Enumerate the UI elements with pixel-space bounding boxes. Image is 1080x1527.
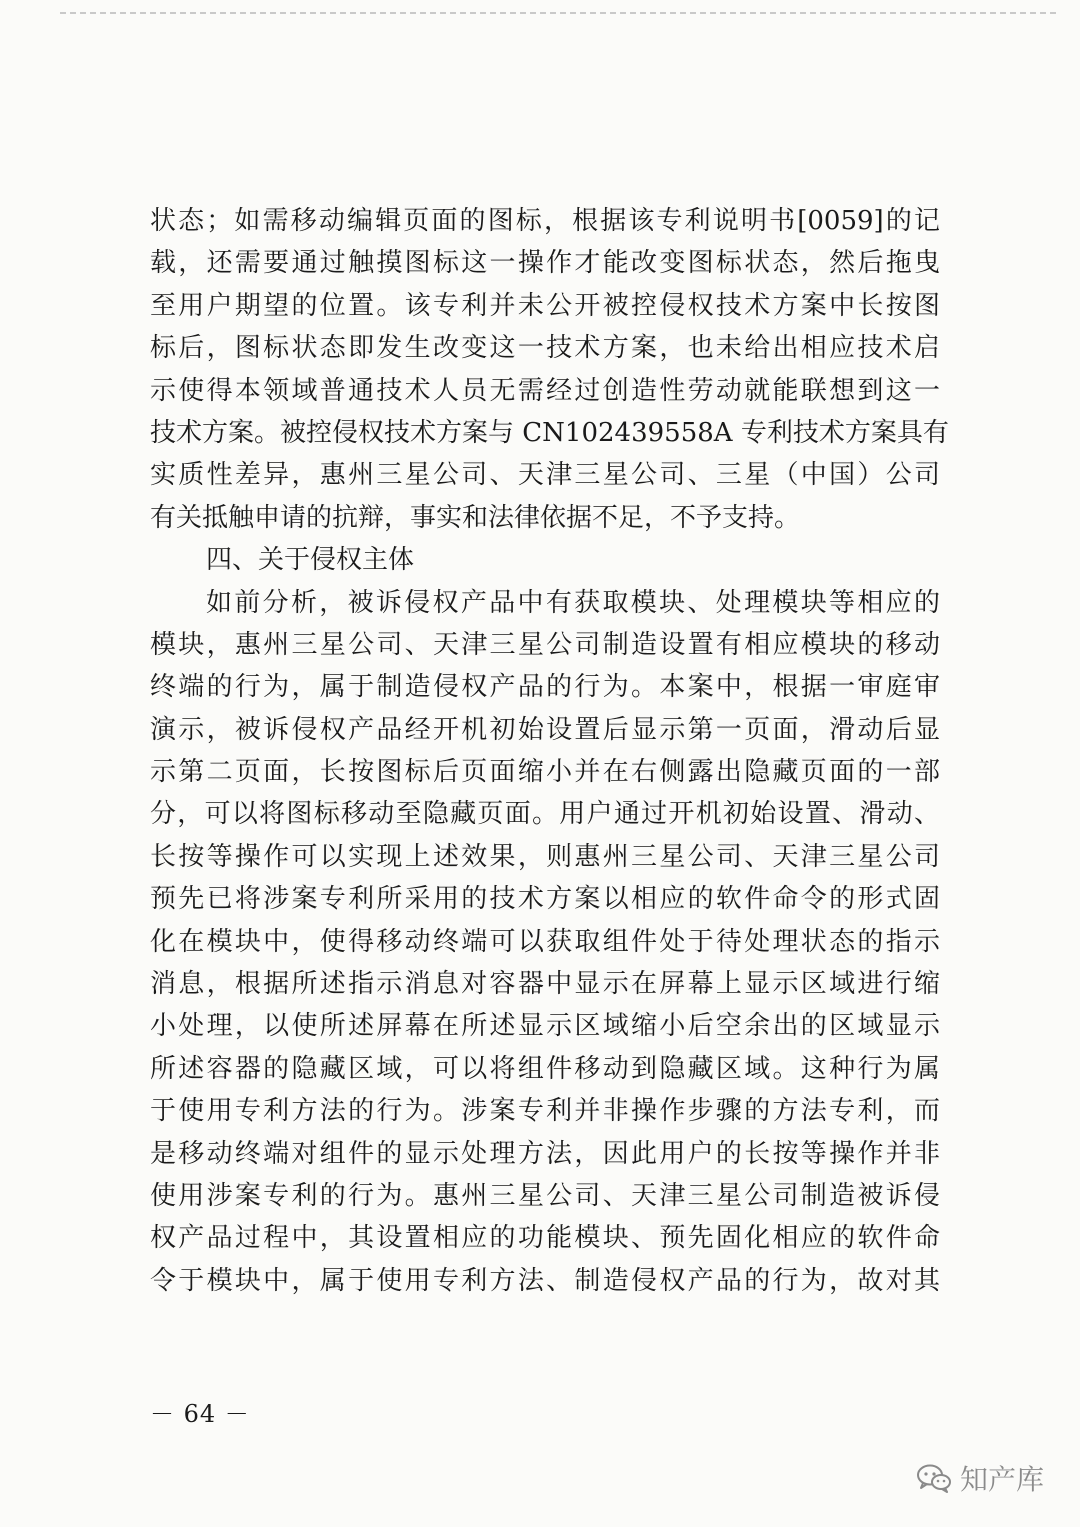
text-line: 预先已将涉案专利所采用的技术方案以相应的软件命令的形式固 bbox=[150, 884, 940, 915]
text-line: 载，还需要通过触摸图标这一操作才能改变图标状态，然后拖曳 bbox=[150, 248, 940, 279]
page-number: － 64 － bbox=[150, 1400, 250, 1428]
text-line: 权产品过程中，其设置相应的功能模块、预先固化相应的软件命 bbox=[150, 1223, 940, 1254]
text-line: 终端的行为，属于制造侵权产品的行为。本案中，根据一审庭审 bbox=[150, 672, 940, 703]
text-line: 消息，根据所述指示消息对容器中显示在屏幕上显示区域进行缩 bbox=[150, 969, 940, 1000]
text-line: 小处理，以使所述屏幕在所述显示区域缩小后空余出的区域显示 bbox=[150, 1011, 940, 1042]
watermark bbox=[916, 1458, 1044, 1498]
text-line: 至用户期望的位置。该专利并未公开被控侵权技术方案中长按图 bbox=[150, 290, 940, 321]
text-line: 有关抵触申请的抗辩，事实和法律依据不足，不予支持。 bbox=[150, 502, 801, 533]
text-line: 令于模块中，属于使用专利方法、制造侵权产品的行为，故对其 bbox=[150, 1265, 940, 1296]
text-line: 模块，惠州三星公司、天津三星公司制造设置有相应模块的移动 bbox=[150, 629, 940, 660]
wechat-icon bbox=[916, 1463, 952, 1493]
text-line: 分，可以将图标移动至隐藏页面。用户通过开机初始设置、滑动、 bbox=[150, 799, 940, 830]
watermark-text: 知产库 bbox=[959, 1463, 1044, 1496]
text-line: 标后，图标状态即发生改变这一技术方案，也未给出相应技术启 bbox=[150, 333, 940, 364]
text-line: 状态；如需移动编辑页面的图标，根据该专利说明书[0059]的记 bbox=[150, 206, 940, 236]
text-line: 使用涉案专利的行为。惠州三星公司、天津三星公司制造被诉侵 bbox=[150, 1180, 940, 1211]
text-line: 化在模块中，使得移动终端可以获取组件处于待处理状态的指示 bbox=[150, 926, 940, 957]
text-line: 所述容器的隐藏区域，可以将组件移动到隐藏区域。这种行为属 bbox=[150, 1053, 940, 1084]
text-line: 如前分析，被诉侵权产品中有获取模块、处理模块等相应的 bbox=[206, 587, 940, 618]
text-line: 于使用专利方法的行为。涉案专利并非操作步骤的方法专利，而 bbox=[150, 1096, 940, 1127]
text-line: 演示，被诉侵权产品经开机初始设置后显示第一页面，滑动后显 bbox=[150, 714, 940, 745]
text-line: 是移动终端对组件的显示处理方法，因此用户的长按等操作并非 bbox=[150, 1138, 940, 1169]
text-line: 示第二页面，长按图标后页面缩小并在右侧露出隐藏页面的一部 bbox=[150, 757, 940, 788]
text-line: 实质性差异，惠州三星公司、天津三星公司、三星（中国）公司 bbox=[150, 460, 940, 491]
section-heading: 四、关于侵权主体 bbox=[206, 545, 415, 576]
text-line: 技术方案。被控侵权技术方案与 CN102439558A 专利技术方案具有 bbox=[150, 417, 949, 448]
top-scan-edge bbox=[60, 12, 1056, 14]
text-line: 示使得本领域普通技术人员无需经过创造性劳动就能联想到这一 bbox=[150, 375, 940, 406]
document-body bbox=[150, 200, 949, 1302]
text-line: 长按等操作可以实现上述效果，则惠州三星公司、天津三星公司 bbox=[150, 841, 940, 872]
